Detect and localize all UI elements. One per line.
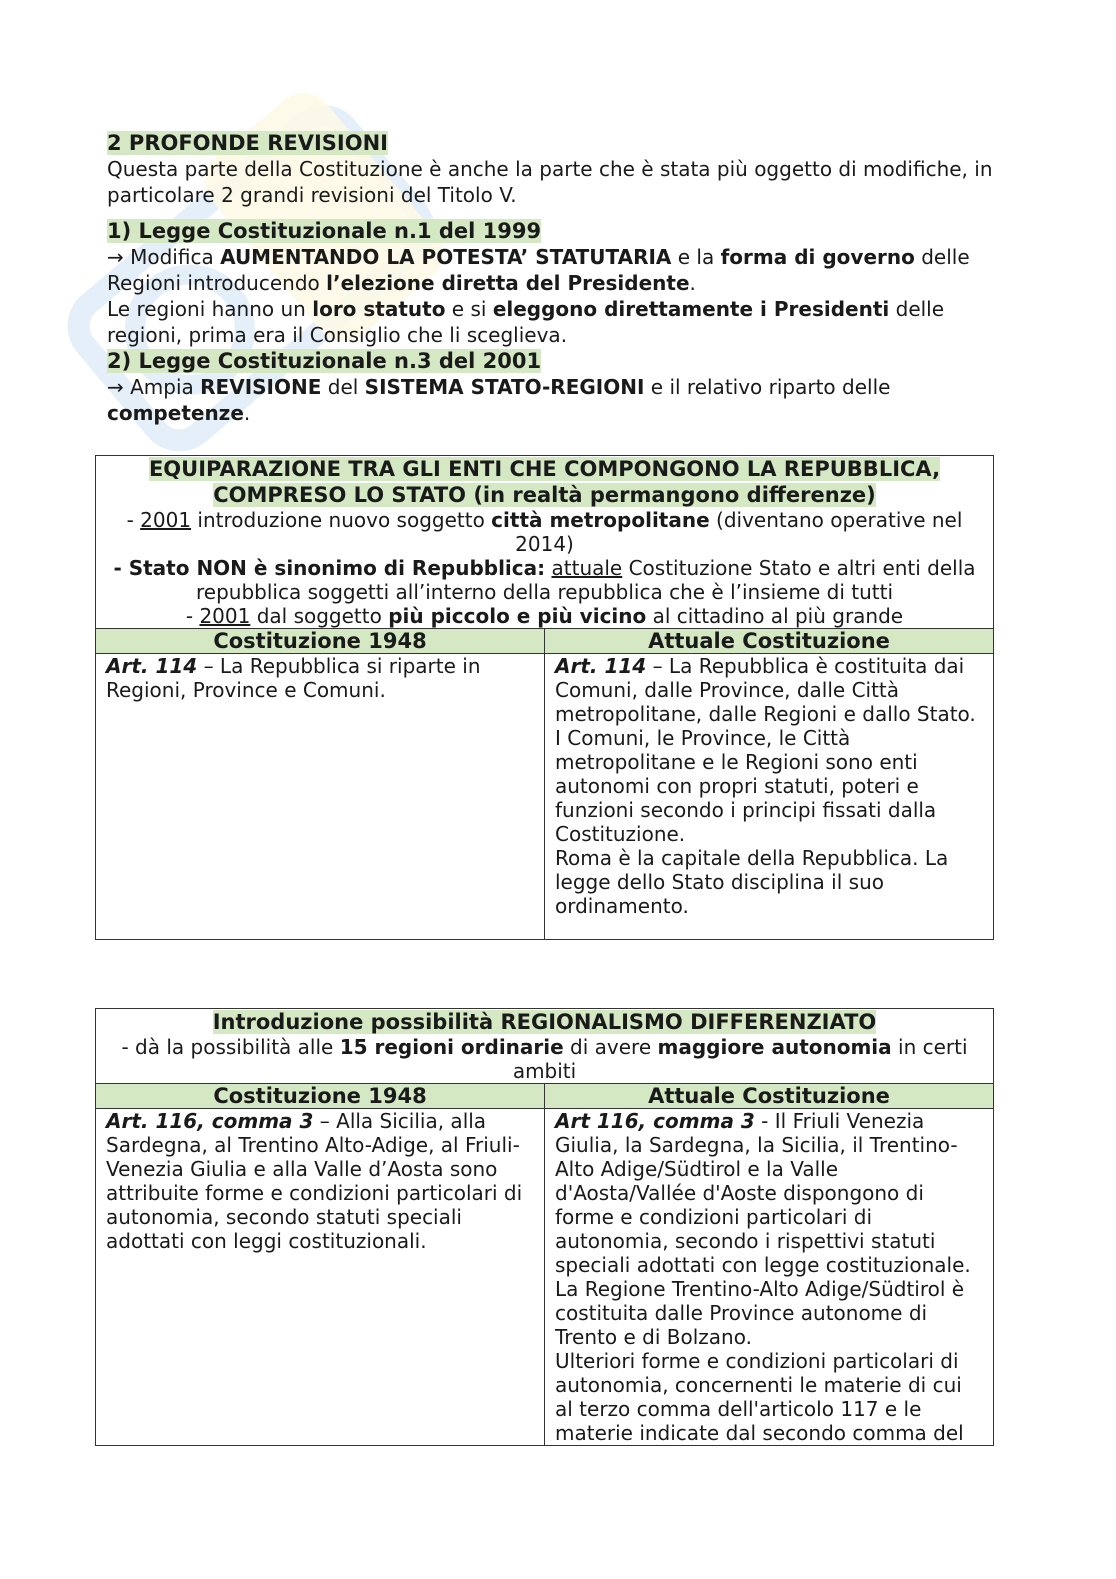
table1-left-cell: Art. 114 – La Repubblica si riparte in Regioni, Province e Comuni.: [96, 654, 545, 940]
law1-paragraph: → Modifica AUMENTANDO LA POTESTA’ STATUTARIA e la forma di governo delle Regioni introducendo l’elezione diretta del Presidente.: [107, 245, 970, 295]
table2-title: Introduzione possibilità REGIONALISMO DIFFERENZIATO: [212, 1010, 877, 1034]
table1-col-left-header: Costituzione 1948: [96, 629, 545, 654]
equiparazione-table: [95, 455, 994, 940]
table1-col-right-header: Attuale Costituzione: [545, 629, 994, 654]
arrow-icon: →: [107, 375, 124, 399]
table2-col-right-header: Attuale Costituzione: [545, 1084, 994, 1109]
table1-line2: - Stato NON è sinonimo di Repubblica: attuale Costituzione Stato e altri enti della repubblica soggetti all’interno della repubblica che è l’insieme di tutti: [113, 556, 976, 604]
table2-header: [96, 1009, 994, 1084]
table1-header: [96, 456, 994, 629]
table1-line3: - 2001 dal soggetto più piccolo e più vicino al cittadino al più grande: [185, 604, 904, 628]
table1-line1: - 2001 introduzione nuovo soggetto città metropolitane (diventano operative nel 2014): [126, 508, 963, 556]
table2-left-cell: Art. 116, comma 3 – Alla Sicilia, alla Sardegna, al Trentino Alto-Adige, al Friuli-Venezia Giulia e alla Valle d’Aosta sono attribuite forme e condizioni particolari di autonomia, secondo statuti speciali adottati con leggi costituzionali.: [96, 1109, 545, 1446]
page-body: [107, 130, 1007, 426]
section-title: 2 PROFONDE REVISIONI: [107, 131, 388, 155]
arrow-icon: →: [107, 245, 124, 269]
regionalismo-table: [95, 1008, 994, 1446]
table1-title: EQUIPARAZIONE TRA GLI ENTI CHE COMPONGONO LA REPUBBLICA, COMPRESO LO STATO (in realtà permangono differenze): [148, 457, 941, 507]
table2-col-left-header: Costituzione 1948: [96, 1084, 545, 1109]
intro-paragraph: Questa parte della Costituzione è anche la parte che è stata più oggetto di modifiche, in particolare 2 grandi revisioni del Titolo V.: [107, 157, 993, 207]
law2-title: 2) Legge Costituzionale n.3 del 2001: [107, 349, 542, 373]
law1-title: 1) Legge Costituzionale n.1 del 1999: [107, 219, 542, 243]
table2-right-cell: Art 116, comma 3 - Il Friuli Venezia Giulia, la Sardegna, la Sicilia, il Trentino-Alto Adige/Südtirol e la Valle d'Aosta/Vallée d'Aoste dispongono di forme e condizioni particolari di autonomia, secondo i rispettivi statuti speciali adottati con legge costituzionale. La Regione Trentino-Alto Adige/Südtirol è costituita dalle Province autonome di Trento e di Bolzano. Ulteriori forme e condizioni particolari di autonomia, concernenti le materie di cui al terzo comma dell'articolo 117 e le materie indicate dal secondo comma del: [545, 1109, 994, 1446]
law2-paragraph: → Ampia REVISIONE del SISTEMA STATO-REGIONI e il relativo riparto delle competenze.: [107, 375, 891, 425]
table1-right-cell: Art. 114 – La Repubblica è costituita dai Comuni, dalle Province, dalle Città metropolitane, dalle Regioni e dallo Stato. I Comuni, le Province, le Città metropolitane e le Regioni sono enti autonomi con propri statuti, poteri e funzioni secondo i principi fissati dalla Costituzione. Roma è la capitale della Repubblica. La legge dello Stato disciplina il suo ordinamento.: [545, 654, 994, 940]
table2-line1: - dà la possibilità alle 15 regioni ordinarie di avere maggiore autonomia in certi ambiti: [121, 1035, 968, 1083]
law1-paragraph-2: Le regioni hanno un loro statuto e si eleggono direttamente i Presidenti delle regioni, prima era il Consiglio che li sceglieva.: [107, 297, 945, 347]
